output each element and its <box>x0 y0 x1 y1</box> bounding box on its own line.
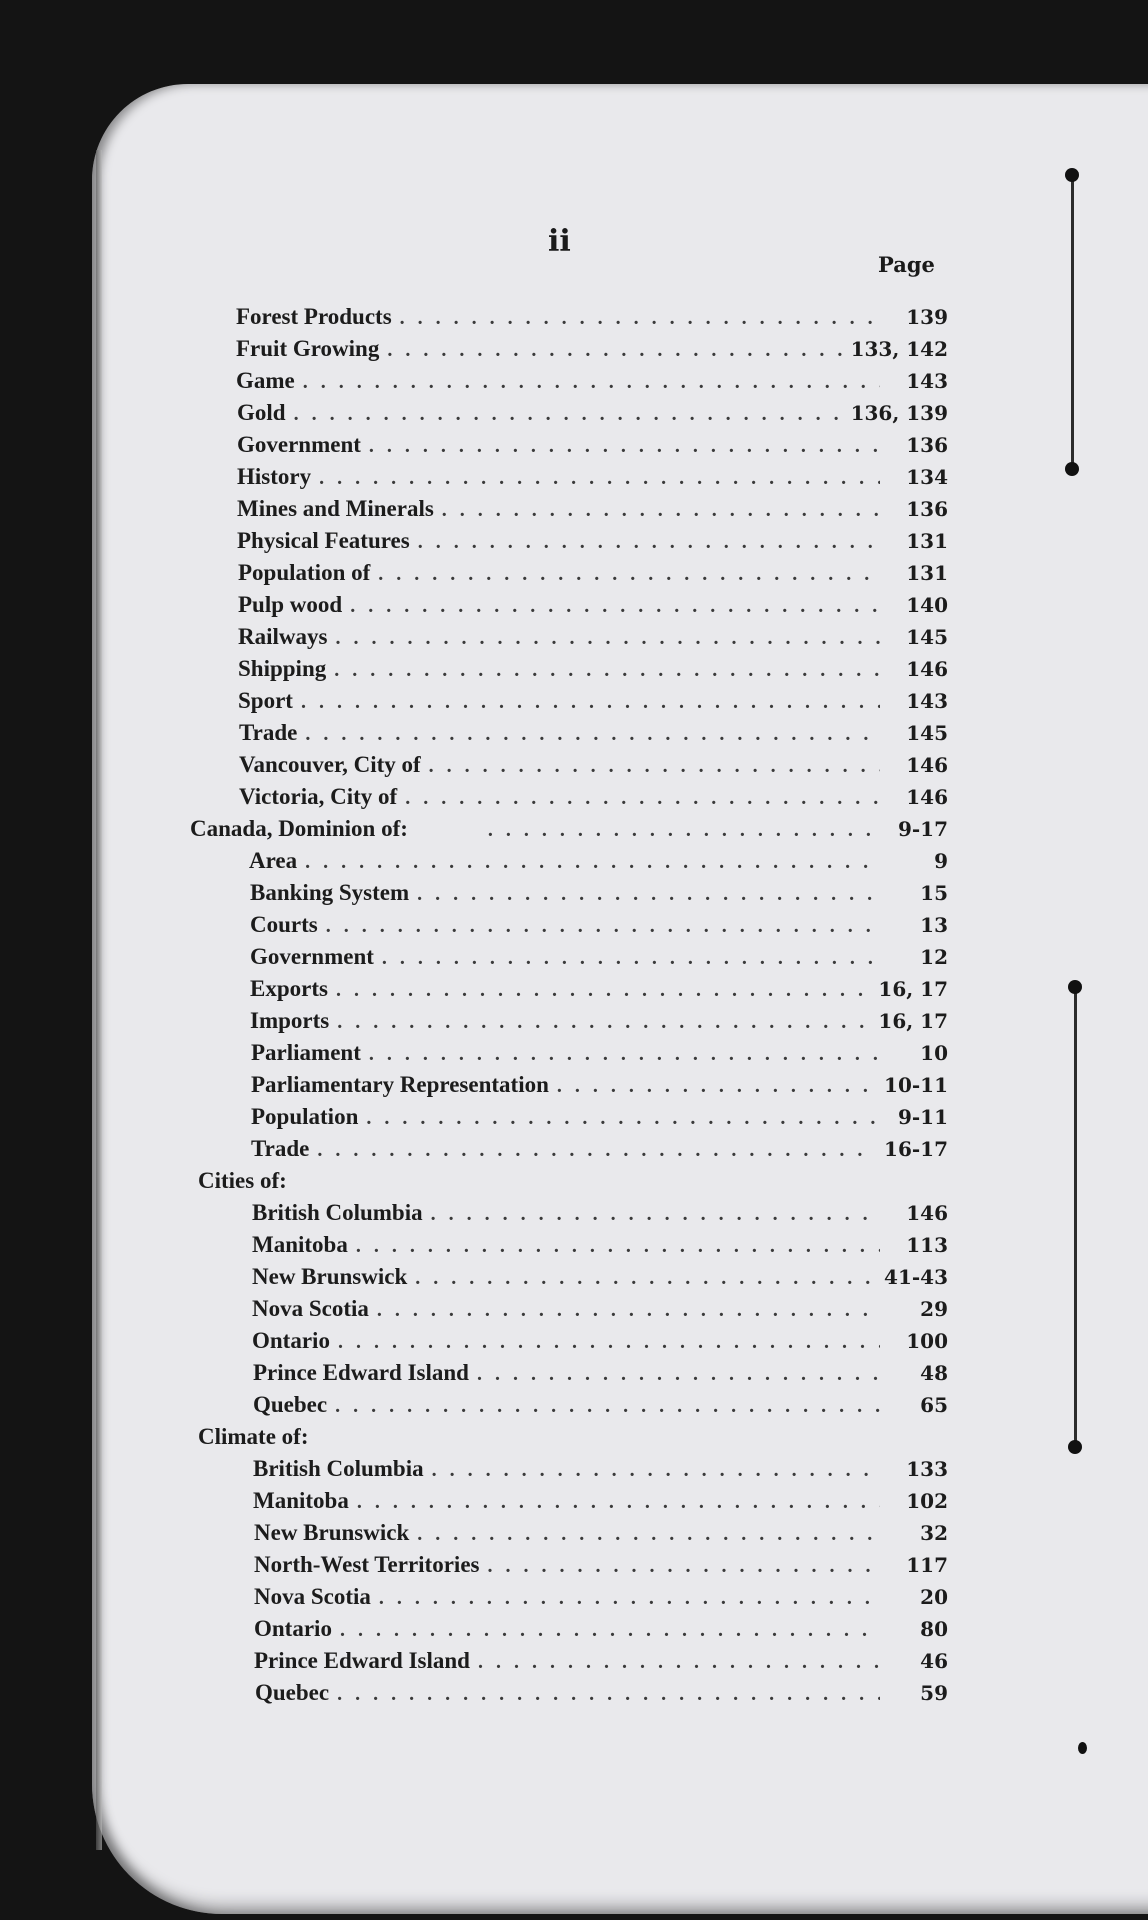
index-entry <box>237 528 948 560</box>
entry-label: Banking System <box>250 880 410 905</box>
dot-leader <box>303 371 880 394</box>
section-heading: Cities of: <box>198 1168 287 1193</box>
index-entry <box>252 1264 948 1296</box>
index-entry <box>253 1488 948 1520</box>
dot-leader <box>335 1395 880 1418</box>
dot-leader <box>478 1651 880 1674</box>
dot-leader <box>417 883 880 906</box>
section-heading: Climate of: <box>198 1424 309 1449</box>
entry-label: Nova Scotia <box>252 1296 369 1321</box>
entry-page-ref: 41-43 <box>884 1265 948 1289</box>
entry-label: Prince Edward Island <box>253 1360 469 1385</box>
binding-hole <box>1078 1742 1087 1754</box>
index-entry <box>236 368 948 400</box>
dot-leader <box>301 691 880 714</box>
dot-leader <box>356 1235 880 1258</box>
entry-label: North-West Territories <box>254 1552 480 1577</box>
entry-label: Victoria, City of <box>239 784 398 809</box>
dot-leader <box>382 947 880 970</box>
entry-page-ref: 13 <box>920 913 948 937</box>
page-number: ii <box>548 224 571 259</box>
dot-leader <box>417 1523 880 1546</box>
entry-page-ref: 131 <box>906 529 948 553</box>
entry-label: Railways <box>238 624 328 649</box>
dot-leader <box>429 755 880 778</box>
entry-label: Manitoba <box>252 1232 348 1257</box>
entry-page-ref: 10-11 <box>884 1073 948 1097</box>
index-entry <box>253 1360 948 1392</box>
binding-stitch-bottom <box>1074 984 1091 1448</box>
index-entry <box>253 1456 948 1488</box>
index-entry <box>253 1392 948 1424</box>
dot-leader <box>317 1139 876 1162</box>
index-entry <box>255 1680 948 1712</box>
index-entry <box>251 1136 948 1168</box>
heading-label: Canada, Dominion of: <box>190 816 408 841</box>
dot-leader <box>326 915 880 938</box>
entry-page-ref: 146 <box>906 1201 948 1225</box>
dot-leader <box>340 1619 880 1642</box>
dot-leader <box>337 1683 880 1706</box>
entry-page-ref: 48 <box>920 1361 948 1385</box>
heading-page-ref: 9-17 <box>897 817 948 841</box>
entry-label: Prince Edward Island <box>254 1648 470 1673</box>
entry-label: Game <box>236 368 295 393</box>
dot-leader <box>334 659 880 682</box>
dot-leader <box>319 467 880 490</box>
dot-leader <box>377 1299 880 1322</box>
entry-page-ref: 133 <box>906 1457 948 1481</box>
index-entry <box>250 880 948 912</box>
entry-page-ref: 100 <box>906 1329 948 1353</box>
entry-label: Government <box>237 432 361 457</box>
entry-label: Shipping <box>238 656 327 681</box>
dot-leader <box>369 435 880 458</box>
entry-label: Mines and Minerals <box>237 496 434 521</box>
entry-page-ref: 145 <box>906 625 948 649</box>
entry-label: Nova Scotia <box>254 1584 371 1609</box>
dot-leader <box>432 1459 880 1482</box>
index-entry <box>238 560 948 592</box>
index-entry <box>252 1232 948 1264</box>
entry-page-ref: 80 <box>920 1617 948 1641</box>
index-entry <box>237 400 948 432</box>
entry-page-ref: 117 <box>906 1553 948 1577</box>
entry-page-ref: 145 <box>906 721 948 745</box>
entry-page-ref: 46 <box>920 1649 948 1673</box>
index-entry <box>249 848 948 880</box>
index-entry <box>252 1200 948 1232</box>
dot-leader <box>337 1011 870 1034</box>
dot-leader <box>431 1203 880 1226</box>
entry-page-ref: 32 <box>920 1521 948 1545</box>
entry-page-ref: 65 <box>920 1393 948 1417</box>
dot-leader <box>387 339 842 362</box>
entry-page-ref: 16, 17 <box>878 1009 948 1033</box>
index-entry <box>237 432 948 464</box>
index-entry <box>254 1616 948 1648</box>
index-entry <box>251 1072 948 1104</box>
entry-label: New Brunswick <box>254 1520 410 1545</box>
index-entry <box>250 976 948 1008</box>
index-entry <box>236 336 948 368</box>
entry-label: Quebec <box>253 1392 328 1417</box>
entry-label: Trade <box>239 720 298 745</box>
entry-label: Imports <box>250 1008 330 1033</box>
entry-label: Manitoba <box>253 1488 349 1513</box>
entry-page-ref: 136, 139 <box>850 401 948 425</box>
binding-stitch-top <box>1071 172 1088 470</box>
dot-leader <box>350 595 880 618</box>
entry-page-ref: 136 <box>906 433 948 457</box>
entry-label: British Columbia <box>253 1456 424 1481</box>
dot-leader <box>357 1491 880 1514</box>
index-entry <box>238 592 948 624</box>
entry-label: Fruit Growing <box>236 336 380 361</box>
entry-label: Sport <box>238 688 293 713</box>
dot-leader <box>336 979 870 1002</box>
section-heading <box>190 816 948 848</box>
entry-label: Exports <box>250 976 328 1001</box>
dot-leader <box>557 1075 876 1098</box>
entry-page-ref: 9-11 <box>897 1105 948 1129</box>
entry-page-ref: 12 <box>920 945 948 969</box>
dot-leader <box>305 723 880 746</box>
dot-leader <box>477 1363 880 1386</box>
entry-page-ref: 9 <box>934 849 948 873</box>
index-entry <box>236 304 948 336</box>
entry-page-ref: 140 <box>906 593 948 617</box>
entry-page-ref: 113 <box>906 1233 948 1257</box>
dot-leader <box>294 403 843 426</box>
dot-leader <box>369 1043 880 1066</box>
index-entry <box>239 784 948 816</box>
dot-leader <box>335 627 880 650</box>
entry-page-ref: 143 <box>906 369 948 393</box>
index-entry <box>251 1104 948 1136</box>
dot-leader <box>488 819 880 842</box>
entry-page-ref: 59 <box>920 1681 948 1705</box>
dot-leader <box>338 1331 880 1354</box>
dot-leader <box>379 1587 880 1610</box>
entry-label: Pulp wood <box>238 592 343 617</box>
index-entry <box>254 1648 948 1680</box>
index-entry <box>238 624 948 656</box>
index-entry <box>254 1584 948 1616</box>
entry-page-ref: 134 <box>906 465 948 489</box>
entry-label: Trade <box>251 1136 310 1161</box>
entry-label: Forest Products <box>236 304 392 329</box>
index-entry <box>250 944 948 976</box>
dot-leader <box>405 787 880 810</box>
entry-label: New Brunswick <box>252 1264 408 1289</box>
dot-leader <box>415 1267 876 1290</box>
index-entry <box>254 1520 948 1552</box>
entry-page-ref: 15 <box>920 881 948 905</box>
index-entry <box>254 1552 948 1584</box>
entry-label: Ontario <box>254 1616 332 1641</box>
entry-page-ref: 136 <box>906 497 948 521</box>
index-entry <box>239 720 948 752</box>
entry-label: Area <box>249 848 298 873</box>
entry-page-ref: 16-17 <box>884 1137 948 1161</box>
entry-page-ref: 133, 142 <box>850 337 948 361</box>
dot-leader <box>366 1107 880 1130</box>
dot-leader <box>487 1555 880 1578</box>
dot-leader <box>418 531 880 554</box>
entry-page-ref: 131 <box>906 561 948 585</box>
index-entry <box>237 496 948 528</box>
entry-page-ref: 20 <box>920 1585 948 1609</box>
index-entry <box>250 912 948 944</box>
entry-label: Parliament <box>251 1040 361 1065</box>
entry-label: British Columbia <box>252 1200 423 1225</box>
entry-page-ref: 29 <box>920 1297 948 1321</box>
entry-label: History <box>237 464 312 489</box>
dot-leader <box>305 851 880 874</box>
entry-label: Population <box>251 1104 359 1129</box>
index-entry <box>250 1008 948 1040</box>
entry-page-ref: 139 <box>906 305 948 329</box>
entry-label: Vancouver, City of <box>239 752 421 777</box>
entry-label: Government <box>250 944 374 969</box>
page-spine-shadow <box>96 150 102 1850</box>
dot-leader <box>400 307 880 330</box>
index-entry <box>239 752 948 784</box>
entry-label: Parliamentary Representation <box>251 1072 549 1097</box>
entry-page-ref: 143 <box>906 689 948 713</box>
entry-label: Physical Features <box>237 528 410 553</box>
entry-page-ref: 102 <box>906 1489 948 1513</box>
index-entry <box>237 464 948 496</box>
entry-page-ref: 146 <box>906 753 948 777</box>
index-entry <box>252 1328 948 1360</box>
entry-label: Quebec <box>255 1680 330 1705</box>
entry-page-ref: 146 <box>906 785 948 809</box>
entry-label: Gold <box>237 400 286 425</box>
index-entry <box>252 1296 948 1328</box>
index-entry <box>238 656 948 688</box>
entry-page-ref: 16, 17 <box>878 977 948 1001</box>
dot-leader <box>378 563 880 586</box>
entry-page-ref: 146 <box>906 657 948 681</box>
dot-leader <box>442 499 880 522</box>
entry-label: Population of <box>238 560 371 585</box>
page-column-header: Page <box>878 252 935 277</box>
entry-page-ref: 10 <box>920 1041 948 1065</box>
index-entry <box>238 688 948 720</box>
entry-label: Courts <box>250 912 318 937</box>
index-entry <box>251 1040 948 1072</box>
entry-label: Ontario <box>252 1328 330 1353</box>
